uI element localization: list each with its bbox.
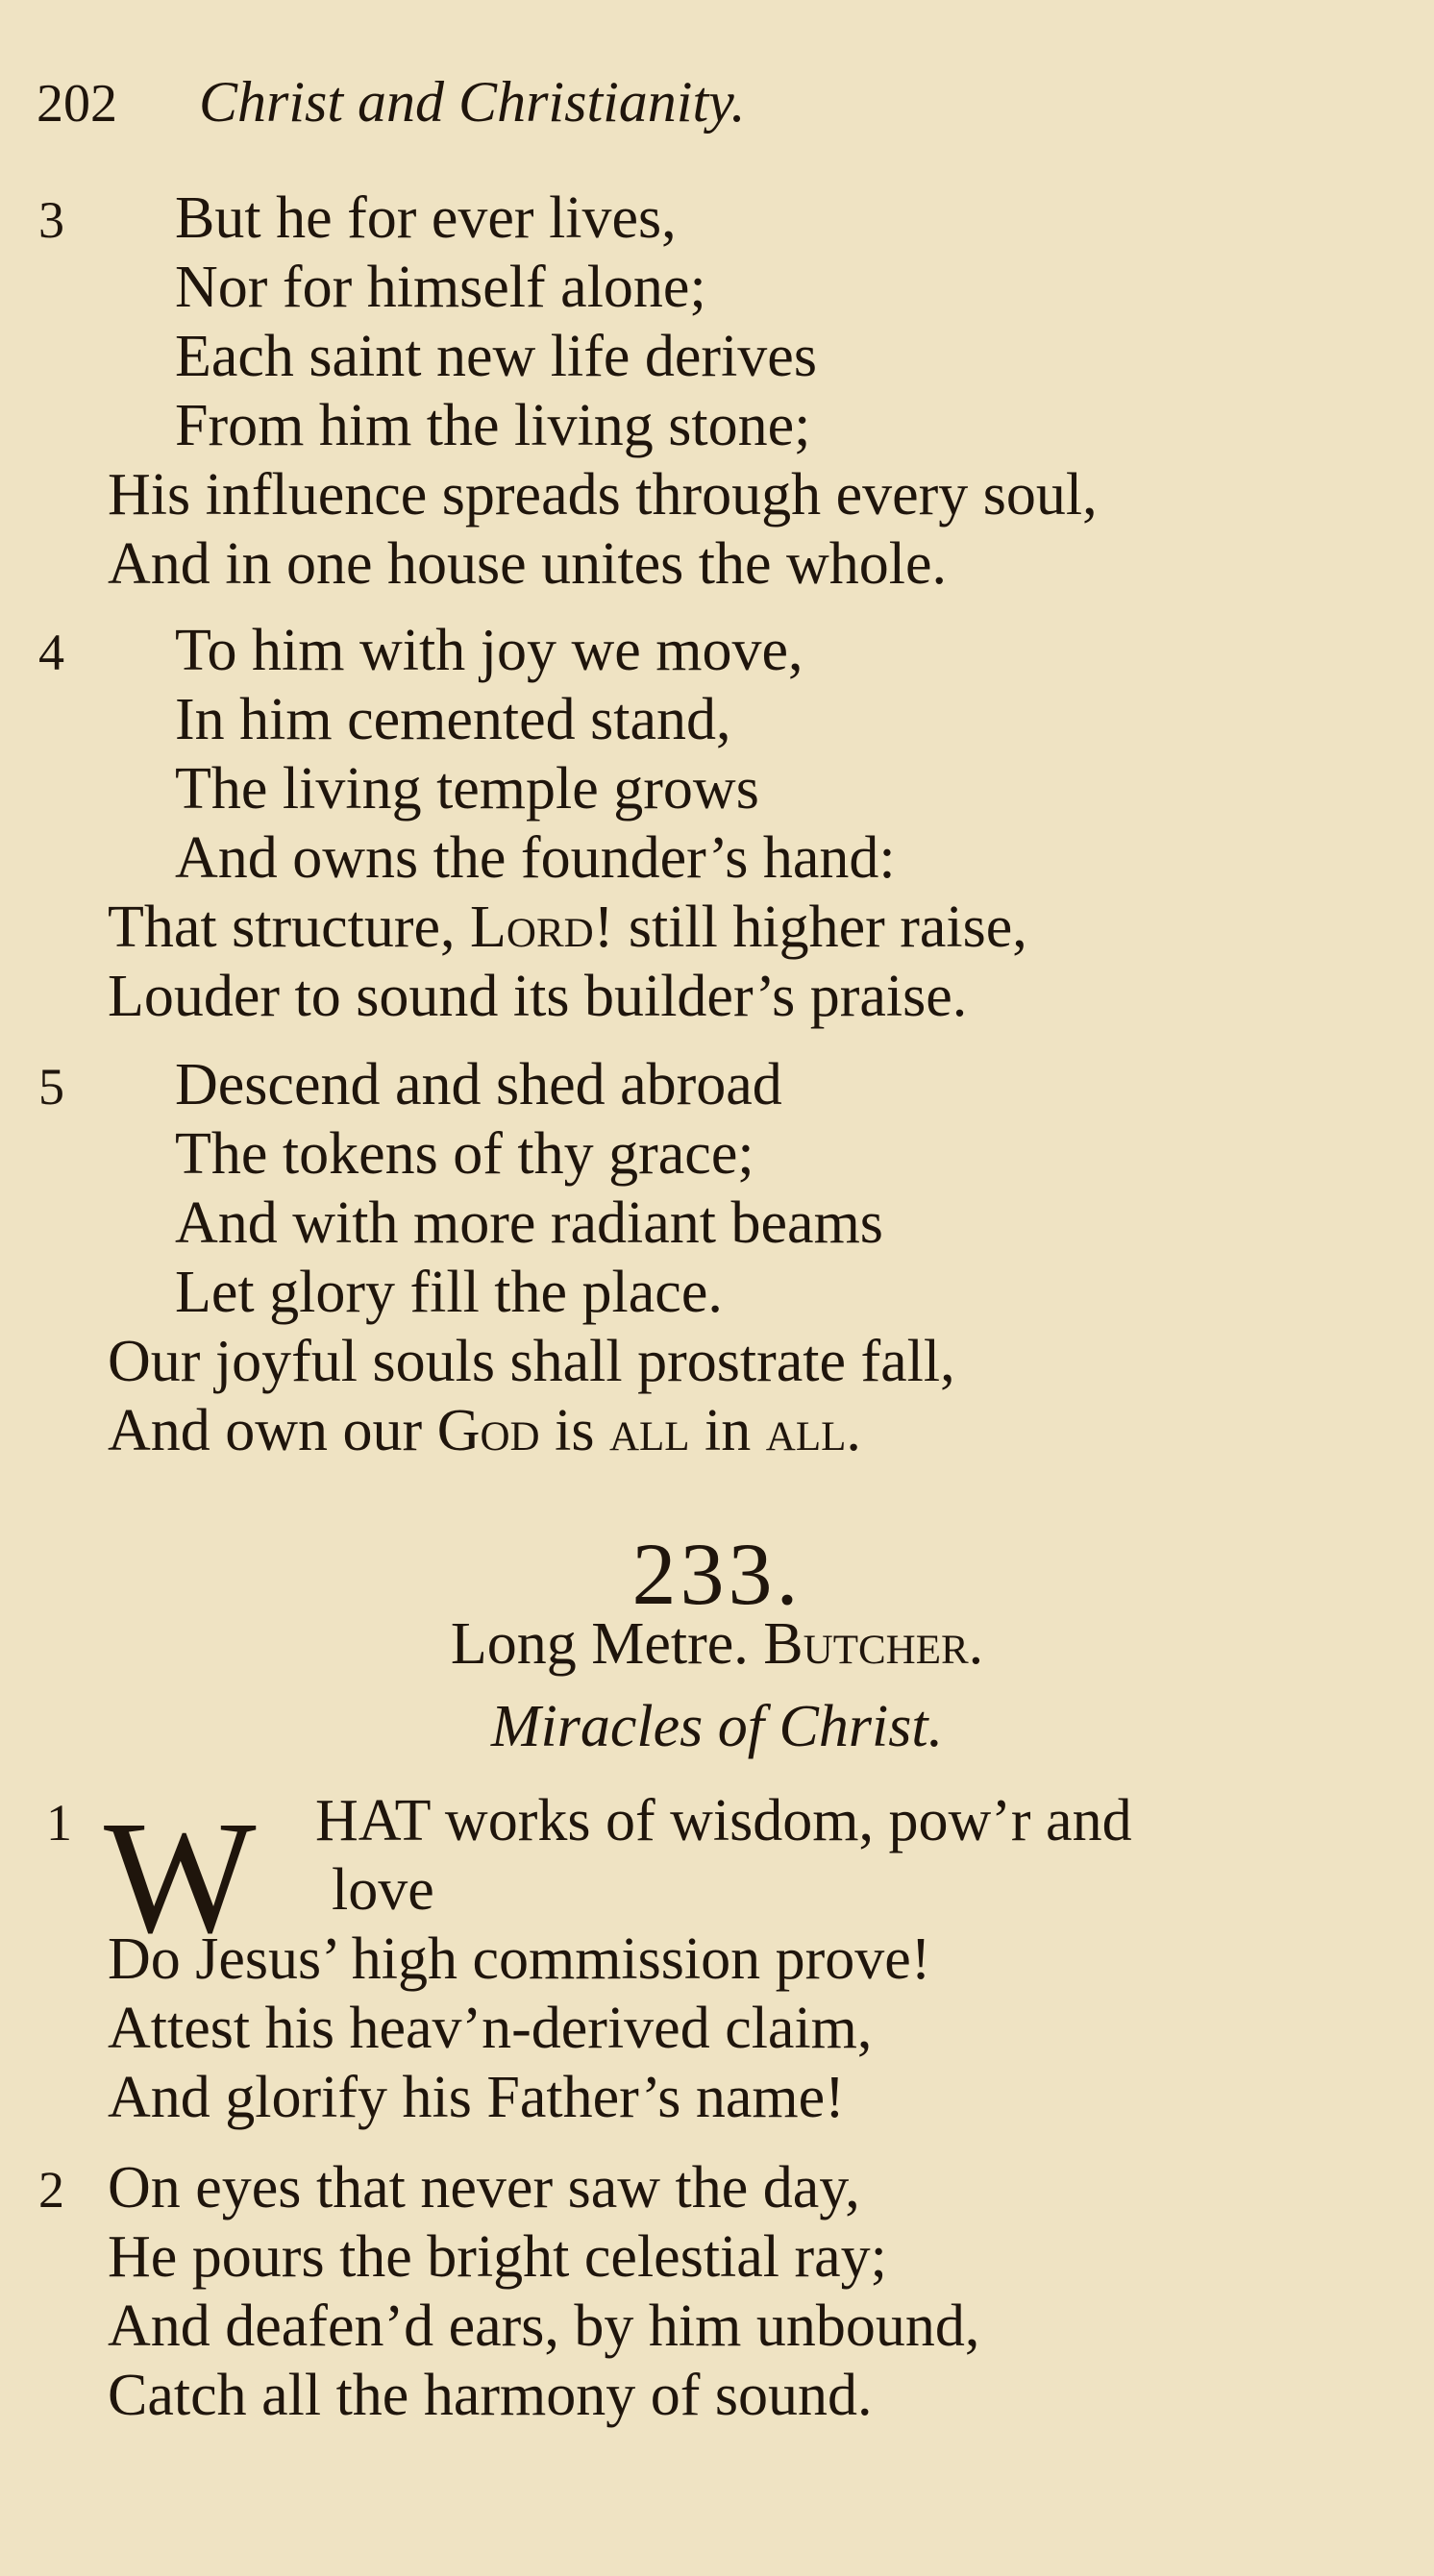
hymn-subject: Miracles of Christ. (490, 1694, 944, 1759)
verse-line: Attest his heav’n-derived claim, (108, 1996, 873, 2061)
page-header (37, 69, 745, 135)
verse-line: He pours the bright celestial ray; (108, 2224, 887, 2290)
verse-line: And in one house unites the whole. (108, 531, 948, 597)
verse-line: The living temple grows (175, 756, 759, 822)
verse-line: Nor for himself alone; (175, 255, 706, 320)
verse-number: 3 (38, 191, 64, 249)
verse-line: Louder to sound its builder’s praise. (108, 964, 968, 1029)
verse-line: Let glory fill the place. (175, 1260, 723, 1325)
verse-line: Our joyful souls shall prostrate fall, (108, 1329, 955, 1394)
verse-line: And own our God is all in all. (108, 1398, 861, 1463)
verse-line: Catch all the harmony of sound. (108, 2363, 873, 2428)
verse-line: Each saint new life derives (175, 324, 817, 389)
verse-line: But he for ever lives, (175, 185, 677, 251)
verse-line: From him the living stone; (175, 393, 811, 458)
hymn-metre: Long Metre. (450, 1611, 749, 1677)
page-number: 202 (37, 74, 117, 134)
drop-cap: W (104, 1788, 257, 1967)
lord-smallcaps: Lord (470, 895, 594, 960)
running-title: Christ and Christianity. (199, 70, 746, 134)
verse-line: And glorify his Father’s name! (108, 2065, 845, 2130)
verse-line: And deafen’d ears, by him unbound, (108, 2294, 980, 2359)
verse-line: Descend and shed abroad (175, 1052, 782, 1117)
verse-line: love (332, 1857, 434, 1923)
verse-line: The tokens of thy grace; (175, 1121, 754, 1187)
verse-line: His influence spreads through every soul, (108, 462, 1098, 527)
verse-number: 4 (38, 624, 64, 681)
hymn-tune: Butcher. (763, 1611, 984, 1677)
verse-number: 2 (38, 2161, 64, 2219)
verse-number: 5 (38, 1058, 64, 1116)
verse-line: HAT works of wisdom, pow’r and (315, 1788, 1132, 1853)
verse-line: And with more radiant beams (175, 1190, 883, 1256)
verse-line: To him with joy we move, (175, 618, 804, 683)
verse-line: On eyes that never saw the day, (108, 2155, 860, 2220)
verse-line: In him cemented stand, (175, 687, 731, 752)
verse-number: 1 (46, 1794, 72, 1852)
verse-line: And owns the founder’s hand: (175, 825, 896, 891)
hymn-number: 233. (631, 1525, 803, 1623)
hymn-metre-tune (0, 1610, 1434, 1679)
verse-line: Do Jesus’ high commission prove! (108, 1926, 931, 1992)
verse-line: That structure, Lord! still higher raise, (108, 895, 1027, 960)
